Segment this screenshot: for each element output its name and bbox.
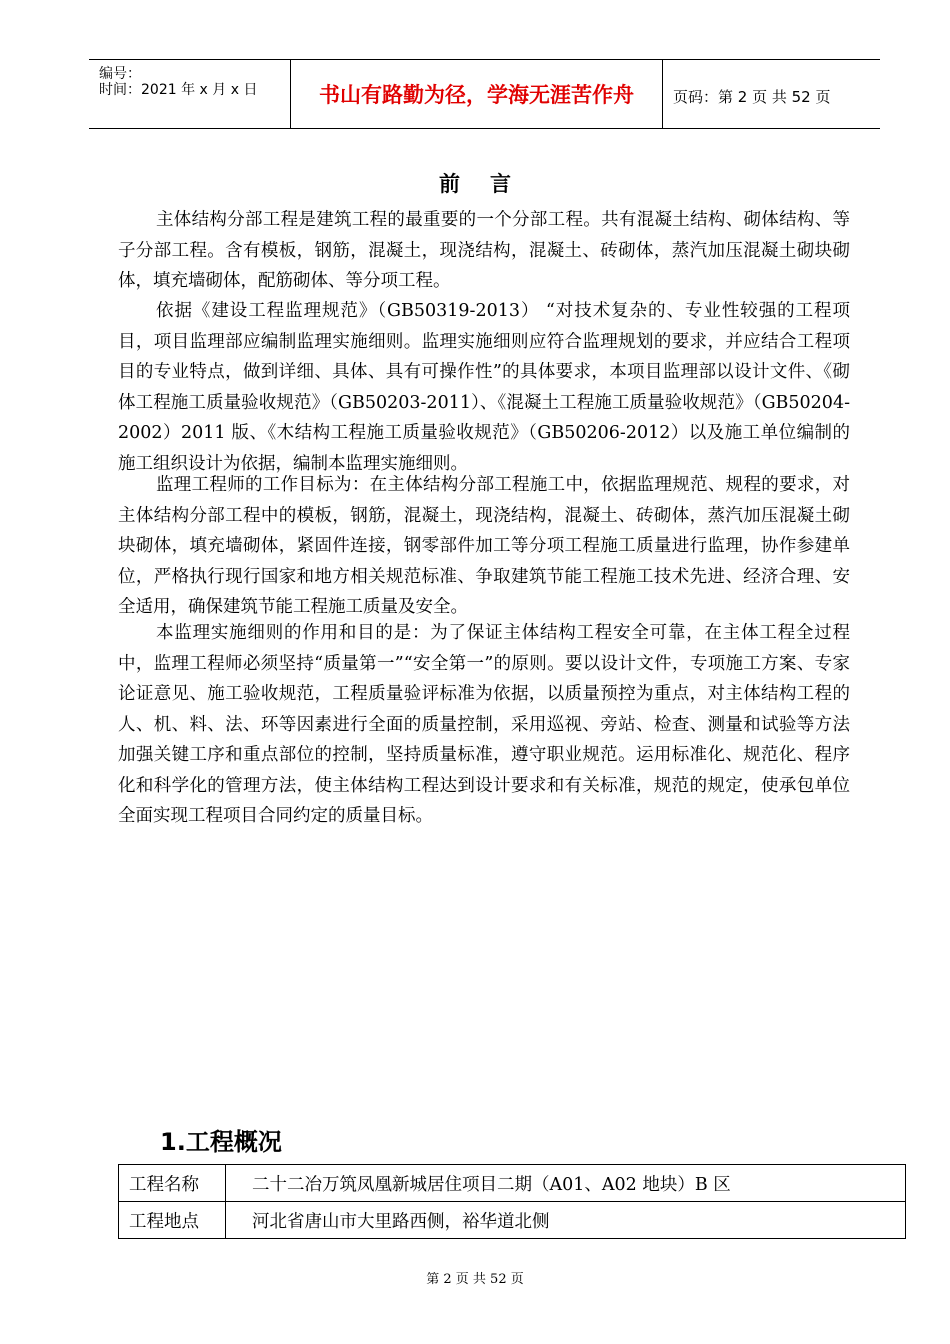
page-footer: 第 2 页 共 52 页 bbox=[426, 1272, 524, 1287]
paragraph: 主体结构分部工程是建筑工程的最重要的一个分部工程。共有混凝土结构、砌体结构、等子分部工程。含有模板，钢筋，混凝土，现浇结构，混凝土、砖砌体，蒸汽加压混凝土砌块砌体，填充墙砌体，配筋砌体、等分项工程。 bbox=[118, 210, 850, 291]
section-heading: 1.工程概况 bbox=[160, 1128, 282, 1156]
table-row bbox=[119, 1165, 906, 1202]
table-key: 工程名称 bbox=[119, 1165, 226, 1202]
paragraph: 监理工程师的工作目标为：在主体结构分部工程施工中，依据监理规范、规程的要求，对主体结构分部工程中的模板，钢筋，混凝土，现浇结构，混凝土、砖砌体，蒸汽加压混凝土砌块砌体，填充墙砌体，紧固件连接，钢零部件加工等分项工程施工质量进行监理，协作参建单位，严格执行现行国家和地方相关规范标准、争取建筑节能工程施工技术先进、经济合理、安全适用，确保建筑节能工程施工质量及安全。 bbox=[118, 475, 850, 617]
header-meta bbox=[89, 60, 290, 128]
project-info-table bbox=[118, 1164, 906, 1239]
document-date: 时间：2021 年 x 月 x 日 bbox=[99, 82, 258, 98]
table-row bbox=[119, 1202, 906, 1239]
header-divider bbox=[662, 60, 663, 128]
document-number-label: 编号： bbox=[99, 66, 141, 82]
page-title: 前言 bbox=[439, 172, 541, 196]
table-value: 二十二冶万筑凤凰新城居住项目二期（A01、A02 地块）B 区 bbox=[226, 1165, 906, 1202]
header-page-info: 页码：第 2 页 共 52 页 bbox=[673, 88, 831, 106]
table-key: 工程地点 bbox=[119, 1202, 226, 1239]
page-header bbox=[89, 59, 880, 129]
paragraph: 本监理实施细则的作用和目的是：为了保证主体结构工程安全可靠，在主体工程全过程中，监理工程师必须坚持“质量第一”“安全第一”的原则。要以设计文件，专项施工方案、专家论证意见、施工验收规范，工程质量验评标准为依据，以质量预控为重点，对主体结构工程的人、机、料、法、环等因素进行全面的质量控制，采用巡视、旁站、检查、测量和试验等方法加强关键工序和重点部位的控制，坚持质量标准，遵守职业规范。运用标准化、规范化、程序化和科学化的管理方法，使主体结构工程达到设计要求和有关标准，规范的规定，使承包单位全面实现工程项目合同约定的质量目标。 bbox=[118, 623, 850, 826]
header-motto: 书山有路勤为径，学海无涯苦作舟 bbox=[319, 83, 634, 107]
table-value: 河北省唐山市大里路西侧，裕华道北侧 bbox=[226, 1202, 906, 1239]
paragraph: 依据《建设工程监理规范》（GB50319-2013） “对技术复杂的、专业性较强的工程项目，项目监理部应编制监理实施细则。监理实施细则应符合监理规划的要求，并应结合工程项目的专业特点，做到详细、具体、具有可操作性”的具体要求，本项目监理部以设计文件、《砌体工程施工质量验收规范》（GB50203-2011）、《混凝土工程施工质量验收规范》（GB50204-2002）2011 版、《木结构工程施工质量验收规范》（GB50206-2012）以及施工单位编制的施工组织设计为依据，编制本监理实施细则。 bbox=[118, 301, 850, 474]
